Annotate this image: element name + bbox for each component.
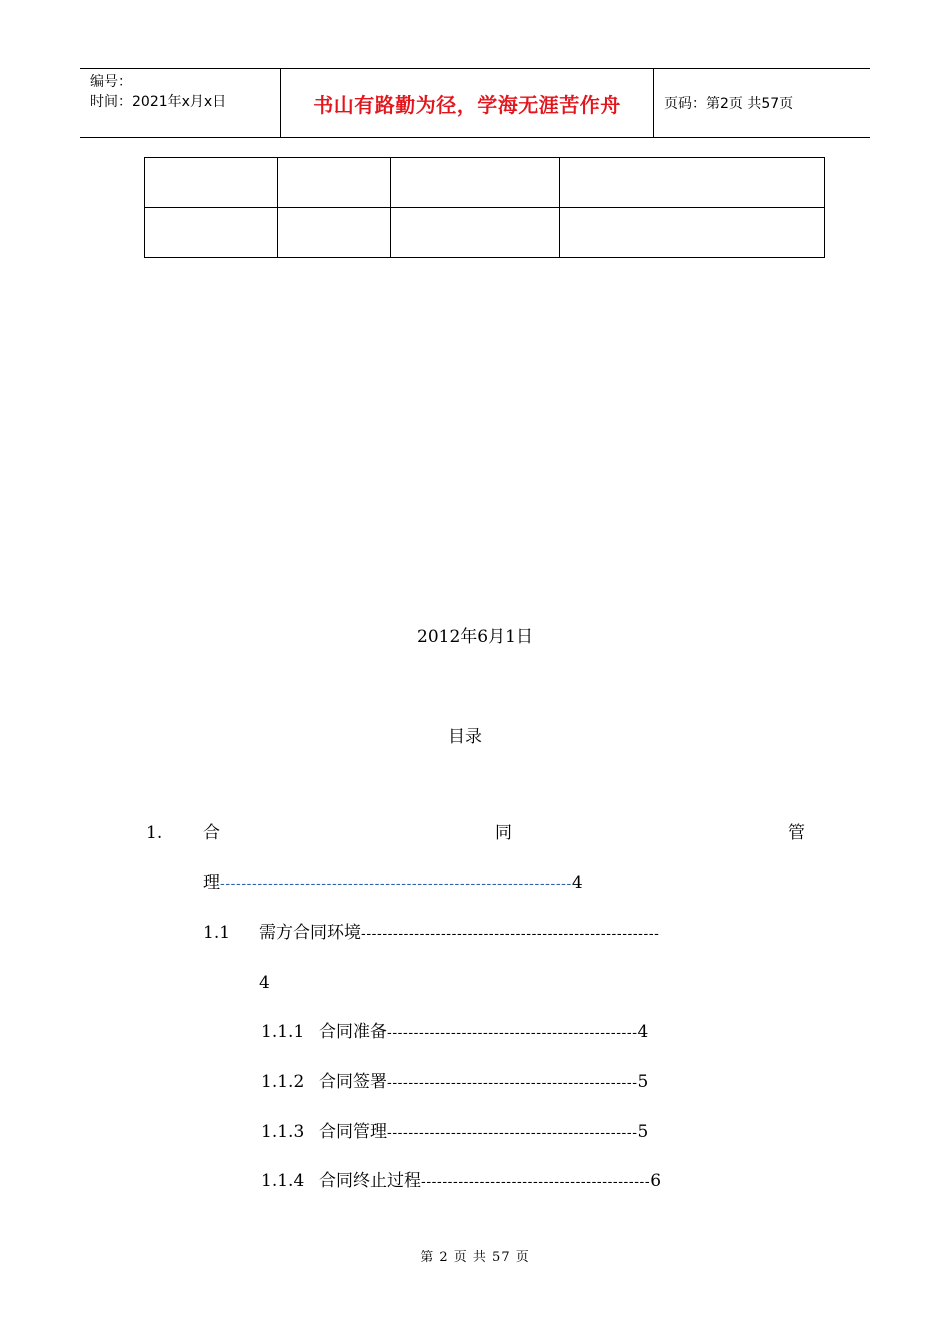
header-page-info: 页码：第2页 共57页: [664, 96, 794, 112]
toc-page-number[interactable]: 4: [259, 973, 270, 993]
toc-entry-label: 合同终止过程: [319, 1171, 421, 1191]
toc-leader: -----------------------------------------------: [387, 1125, 638, 1141]
header-number-label: 编号：: [90, 74, 132, 90]
toc-entry-number: 1.1.1: [261, 1022, 305, 1042]
toc-entry-1-1-1[interactable]: [261, 1021, 648, 1044]
toc-entry-label: 需方合同环境: [259, 923, 361, 943]
toc-entry-1-line-2[interactable]: [203, 872, 583, 895]
table-cell: [145, 208, 278, 258]
table-cell: [278, 158, 391, 208]
toc-leader: -------------------------------------------: [421, 1174, 651, 1190]
toc-entry-1-1-3[interactable]: [261, 1121, 648, 1144]
toc-leader: --------------------------------------------------------: [361, 926, 660, 942]
table-cell: [560, 158, 825, 208]
toc-entry-1-1-number[interactable]: 1.1: [203, 923, 231, 943]
toc-entry-1-1-2[interactable]: [261, 1071, 648, 1094]
table-cell: [145, 158, 278, 208]
toc-entry-1-word-1[interactable]: 合: [203, 823, 220, 843]
toc-entry-number: 1.1.4: [261, 1171, 305, 1191]
table-row: [145, 208, 825, 258]
toc-entry-1-1[interactable]: [259, 922, 660, 945]
toc-entry-number: 1.1.3: [261, 1122, 305, 1142]
toc-page-number: 6: [650, 1171, 662, 1191]
toc-leader: -----------------------------------------------: [387, 1075, 638, 1091]
toc-entry-1-word-4: 理: [203, 873, 220, 893]
table-cell: [560, 208, 825, 258]
toc-leader: ------------------------------------------------------------------: [220, 876, 572, 892]
table-row: [145, 158, 825, 208]
toc-page-number: 4: [637, 1022, 649, 1042]
toc-title: 目录: [448, 727, 482, 747]
toc-leader: -----------------------------------------------: [387, 1025, 638, 1041]
header-meta: [80, 69, 281, 137]
toc-entry-label: 合同管理: [319, 1122, 387, 1142]
header-motto: 书山有路勤为径，学海无涯苦作舟: [281, 69, 654, 137]
table-cell: [391, 158, 560, 208]
toc-entry-1-1-4[interactable]: [261, 1170, 661, 1193]
page-header: [80, 68, 870, 138]
table-cell: [391, 208, 560, 258]
toc-page-number: 4: [571, 873, 583, 893]
document-date: 2012年6月1日: [417, 627, 533, 647]
toc-entry-1-word-3[interactable]: 管: [788, 823, 805, 843]
toc-entry-1-number[interactable]: 1.: [146, 823, 163, 843]
header-time-label: 时间：2021年x月x日: [90, 94, 227, 110]
toc-entry-label: 合同准备: [319, 1022, 387, 1042]
table-cell: [278, 208, 391, 258]
toc-page-number: 5: [637, 1072, 649, 1092]
toc-entry-number: 1.1.2: [261, 1072, 305, 1092]
toc-page-number: 5: [637, 1122, 649, 1142]
toc-entry-1-word-2[interactable]: 同: [495, 823, 512, 843]
page-footer: 第 2 页 共 57 页: [420, 1250, 530, 1265]
empty-grid-table: [144, 157, 825, 258]
toc-entry-label: 合同签署: [319, 1072, 387, 1092]
